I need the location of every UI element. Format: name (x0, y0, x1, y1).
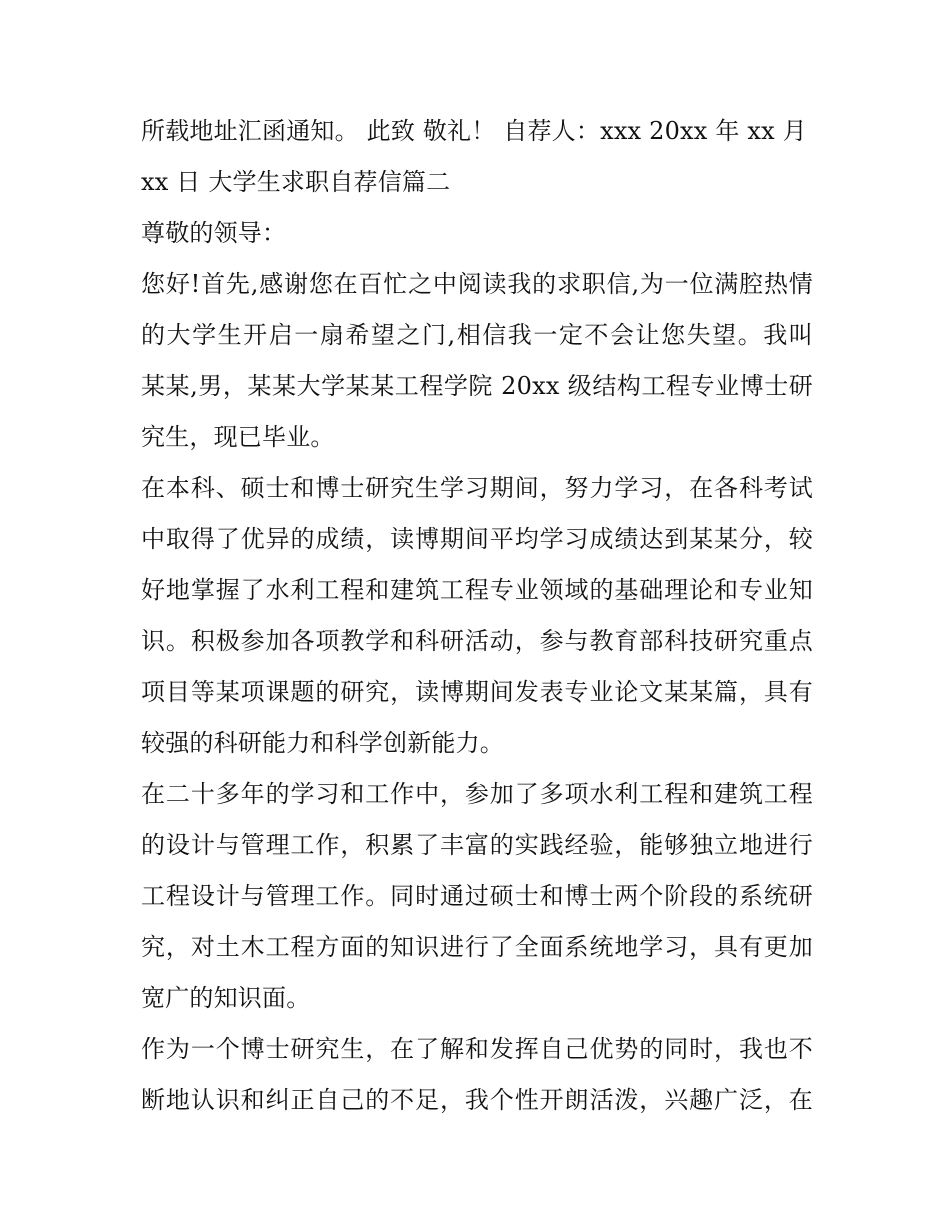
text-line-8: 在本科、硕士和博士研究生学习期间，努力学习，在各科考试 (141, 474, 813, 502)
text-line-16: 工程设计与管理工作。同时通过硕士和博士两个阶段的系统研 (141, 882, 813, 910)
text-line-18: 宽广的知识面。 (141, 984, 311, 1012)
text-line-19: 作为一个博士研究生，在了解和发挥自己优势的同时，我也不 (141, 1035, 813, 1063)
text-line-1: 所载地址汇函通知。 此致 敬礼！ 自荐人：xxx 20xx 年 xx 月 (141, 117, 807, 145)
text-line-12: 项目等某项课题的研究，读博期间发表专业论文某某篇，具有 (141, 678, 813, 706)
text-line-15: 的设计与管理工作，积累了丰富的实践经验，能够独立地进行 (141, 831, 813, 859)
salutation: 尊敬的领导： (141, 219, 287, 247)
document-body (141, 106, 813, 1126)
text-line-11: 识。积极参加各项教学和科研活动，参与教育部科技研究重点 (141, 627, 813, 655)
text-line-13: 较强的科研能力和科学创新能力。 (141, 729, 504, 757)
text-line-6: 某某,男，某某大学某某工程学院 20xx 级结构工程专业博士研 (141, 372, 813, 400)
text-line-5: 的大学生开启一扇希望之门,相信我一定不会让您失望。我叫 (141, 321, 813, 349)
text-line-17: 究，对土木工程方面的知识进行了全面系统地学习，具有更加 (141, 933, 813, 961)
text-line-4: 您好!首先,感谢您在百忙之中阅读我的求职信,为一位满腔热情 (141, 270, 813, 298)
text-line-10: 好地掌握了水利工程和建筑工程专业领域的基础理论和专业知 (141, 576, 813, 604)
text-line-14: 在二十多年的学习和工作中，参加了多项水利工程和建筑工程 (141, 780, 813, 808)
text-line-9: 中取得了优异的成绩，读博期间平均学习成绩达到某某分，较 (141, 525, 813, 553)
text-line-20: 断地认识和纠正自己的不足，我个性开朗活泼，兴趣广泛，在 (141, 1086, 813, 1114)
text-line-2: xx 日 大学生求职自荐信篇二 (141, 168, 451, 196)
text-line-7: 究生，现已毕业。 (141, 423, 335, 451)
